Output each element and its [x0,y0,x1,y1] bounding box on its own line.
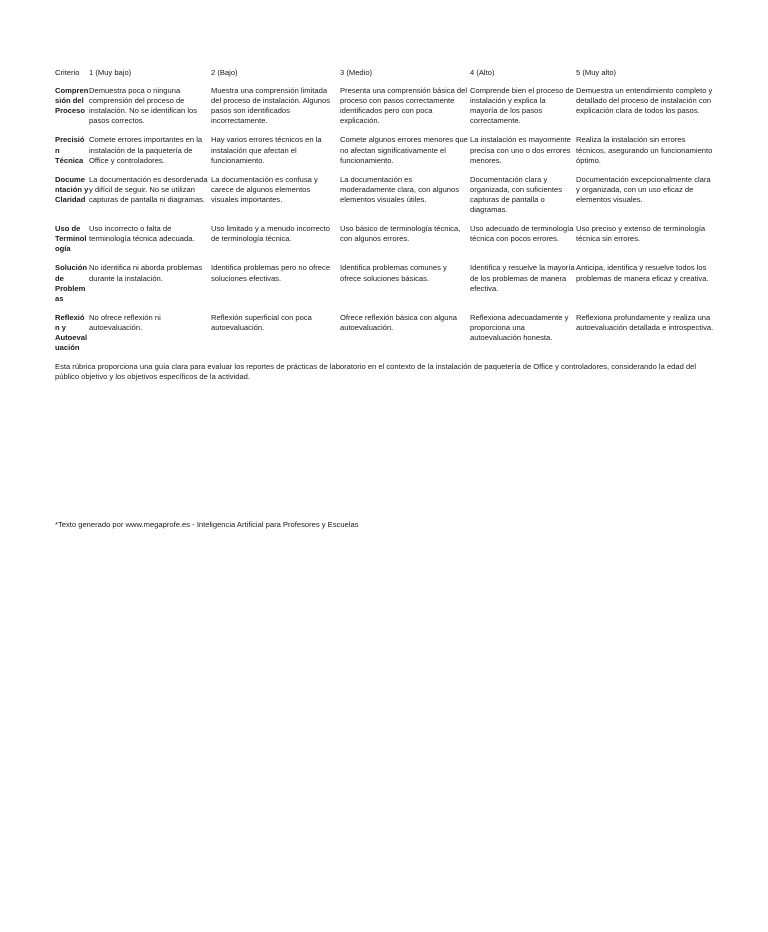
criterion-cell: Solución de Problemas [55,263,88,303]
level-2-cell: Hay varios errores técnicos en la instalación que afectan el funcionamiento. [211,135,322,165]
level-4-cell: Identifica y resuelve la mayoría de los problemas de manera efectiva. [470,263,575,293]
criterion-cell: Documentación y Claridad [55,174,89,204]
level-4-cell: Uso adecuado de terminología técnica con pocos errores. [470,224,574,244]
level-4-cell: Comprende bien el proceso de instalación y explica la mayoría de los pasos correctamente. [470,86,574,126]
level-5-cell: Documentación excepcionalmente clara y organizada, con un uso eficaz de elementos visuales. [576,174,711,204]
level-1-cell: Comete errores importantes en la instalación de la paquetería de Office y controladores. [89,135,203,165]
criterion-cell: Comprensión del Proceso [55,86,89,116]
level-5-cell: Realiza la instalación sin errores técnicos, asegurando un funcionamiento óptimo. [576,135,713,165]
rubric-row-precision [55,135,715,174]
level-1-cell: La documentación es desordenada y difícil de seguir. No se utilizan capturas de pantalla ni diagramas. [89,174,208,204]
rubric-row-problemas [55,263,715,312]
level-2-cell: Uso limitado y a menudo incorrecto de terminología técnica. [211,224,331,244]
level-4-cell: La instalación es mayormente precisa con uno o dos errores menores. [470,135,571,165]
level-5-cell: Anticipa, identifica y resuelve todos los problemas de manera eficaz y creativa. [576,263,709,283]
level-4-cell: Documentación clara y organizada, con suficientes capturas de pantalla o diagramas. [470,174,563,215]
criterion-cell: Uso de Terminología [55,224,87,254]
level-3-cell: Identifica problemas comunes y ofrece soluciones básicas. [340,263,447,283]
level-2-cell: La documentación es confusa y carece de algunos elementos visuales importantes. [211,174,318,204]
generated-by-footer: *Texto generado por www.megaprofe.es - Inteligencia Artificial para Profesores y Escuelas [55,520,359,529]
level-3-cell: Presenta una comprensión básica del proceso con pasos correctamente identificados pero con poca explicación. [340,86,468,126]
header-level-4: 4 (Alto) [470,68,495,77]
level-3-cell: La documentación es moderadamente clara, con algunos elementos visuales útiles. [340,174,460,204]
level-3-cell: Uso básico de terminología técnica, con algunos errores. [340,224,461,244]
header-level-5: 5 (Muy alto) [576,68,617,77]
level-5-cell: Uso preciso y extenso de terminología técnica sin errores. [576,224,706,244]
level-2-cell: Identifica problemas pero no ofrece soluciones efectivas. [211,263,331,283]
level-4-cell: Reflexiona adecuadamente y proporciona una autoevaluación honesta. [470,312,569,342]
level-3-cell: Comete algunos errores menores que no afectan significativamente el funcionamiento. [340,135,468,165]
level-5-cell: Demuestra un entendimiento completo y detallado del proceso de instalación con explicación clara de todos los pasos. [576,86,713,116]
level-5-cell: Reflexiona profundamente y realiza una autoevaluación detallada e introspectiva. [576,312,714,332]
level-1-cell: Demuestra poca o ninguna comprensión del proceso de instalación. No se identifican los pasos correctos. [89,86,198,126]
rubric-table [55,68,715,362]
rubric-summary: Esta rúbrica proporciona una guía clara para evaluar los reportes de prácticas de laboratorio en el contexto de la instalación de paquetería de Office y controladores, considerando la edad del público objetivo y los objetivos específicos de la actividad. [55,362,697,382]
level-3-cell: Ofrece reflexión básica con alguna autoevaluación. [340,312,457,332]
criterion-cell: Reflexión y Autoevaluación [55,312,88,353]
level-1-cell: Uso incorrecto o falta de terminología técnica adecuada. [89,224,195,244]
level-2-cell: Muestra una comprensión limitada del proceso de instalación. Algunos pasos son identificados incorrectamente. [211,86,331,126]
document-body [55,68,715,390]
header-level-1: 1 (Muy bajo) [89,68,132,77]
criterion-cell: Precisión Técnica [55,135,85,165]
level-1-cell: No identifica ni aborda problemas durante la instalación. [89,263,203,283]
rubric-row-documentacion [55,175,715,224]
header-level-3: 3 (Medio) [340,68,373,77]
level-2-cell: Reflexión superficial con poca autoevaluación. [211,312,312,332]
level-1-cell: No ofrece reflexión ni autoevaluación. [89,312,161,332]
rubric-row-terminologia [55,224,715,263]
header-criterion: Criterio [55,68,80,77]
rubric-row-reflexion [55,313,715,362]
rubric-row-comprension [55,86,715,135]
header-level-2: 2 (Bajo) [211,68,238,77]
rubric-header-row [55,68,715,86]
